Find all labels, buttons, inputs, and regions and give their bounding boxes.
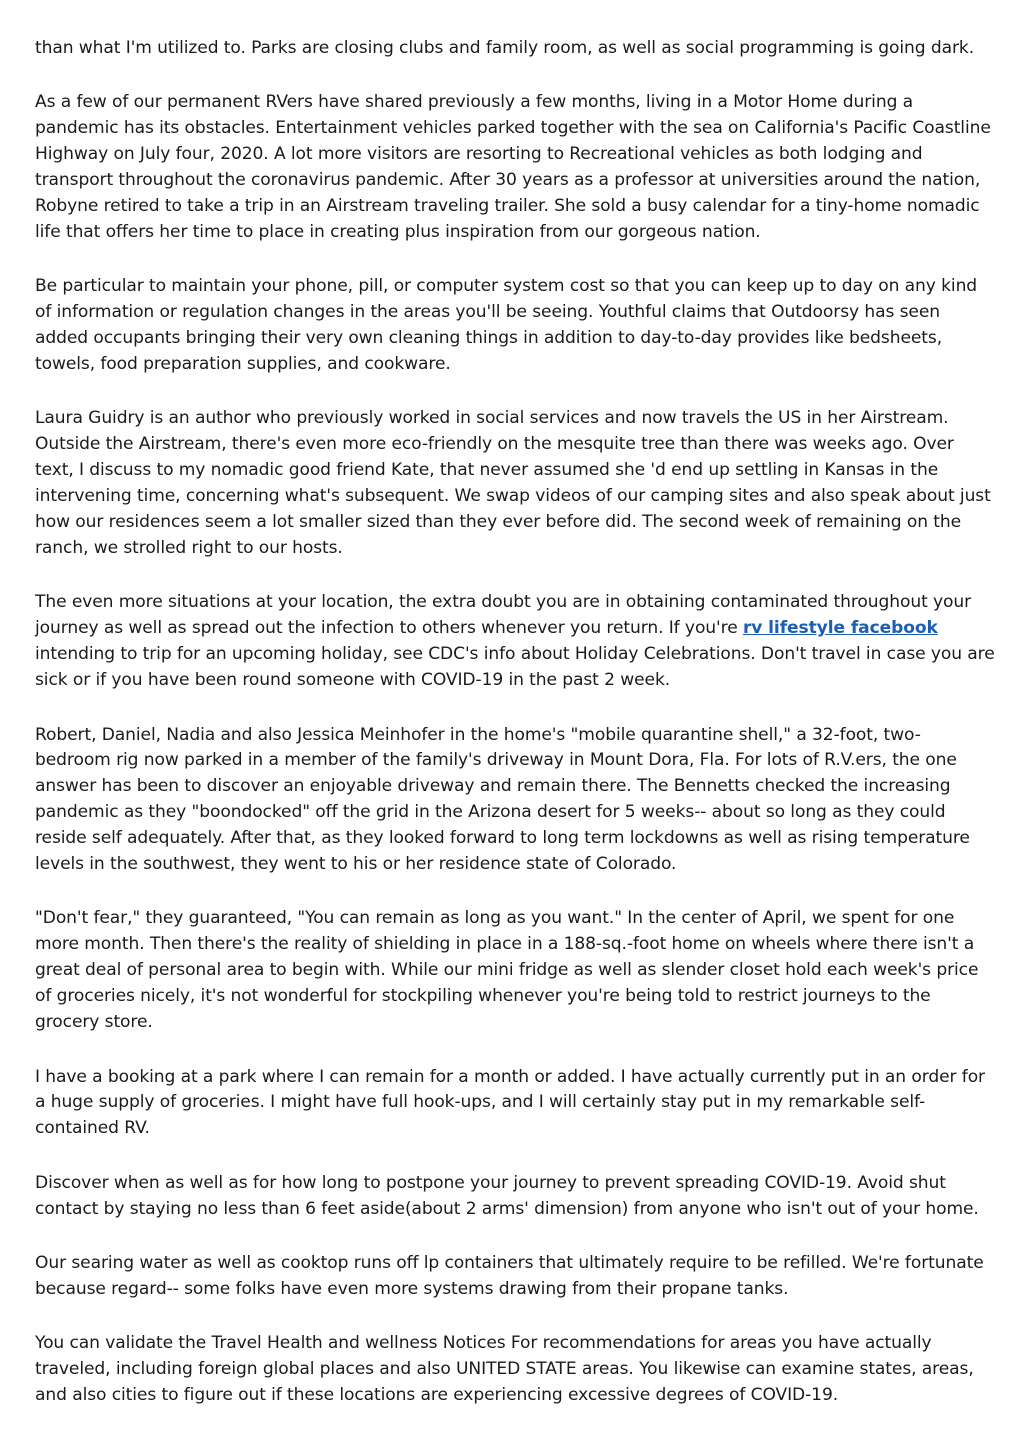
paragraph-5-text-after: intending to trip for an upcoming holiday, see CDC's info about Holiday Celebrations. Don't travel in case you are sick or if you have been round someone with COVID-19 in the past 2 week. [35, 644, 995, 691]
paragraph-5-text-before: The even more situations at your location, the extra doubt you are in obtaining contaminated throughout your journey as well as spread out the infection to others whenever you return. If you're [35, 592, 972, 639]
paragraph-1: than what I'm utilized to. Parks are closing clubs and family room, as well as social programming is going dark. [35, 38, 975, 58]
paragraph-5 [35, 590, 995, 694]
paragraph-9: Discover when as well as for how long to postpone your journey to prevent spreading COVID-19. Avoid shut contact by staying no less than 6 feet aside(about 2 arms' dimension) from anyone who isn't out of your home. [35, 1172, 979, 1219]
paragraph-10: Our searing water as well as cooktop runs off lp containers that ultimately require to be refilled. We're fortunate because regard-- some folks have even more systems drawing from their propane tanks. [35, 1253, 984, 1299]
paragraph-4: Laura Guidry is an author who previously worked in social services and now travels the US in her Airstream. Outside the Airstream, there's even more eco-friendly on the mesquite tree than there was weeks ago. Over text, I discuss to my nomadic good friend Kate, that never assumed she 'd end up settling in Kansas in the intervening time, concerning what's subsequent. We swap videos of our camping sites and also speak about just how our residences seem a lot smaller sized than they ever before did. The second week of remaining on the ranch, we strolled right to our hosts. [35, 408, 991, 558]
document-body [35, 36, 995, 1438]
rv-lifestyle-link[interactable]: rv lifestyle facebook [742, 618, 938, 639]
paragraph-8: I have a booking at a park where I can remain for a month or added. I have actually currently put in an order for a huge supply of groceries. I might have full hook-ups, and I will certainly stay put in my remarkable self-contained RV. [35, 1066, 985, 1139]
paragraph-3: Be particular to maintain your phone, pill, or computer system cost so that you can keep up to day on any kind of information or regulation changes in the areas you'll be seeing. Youthful claims that Outdoorsy has seen added occupants bringing their very own cleaning things in addition to day-to-day provides like bedsheets, towels, food preparation supplies, and cookware. [35, 276, 978, 375]
paragraph-11: You can validate the Travel Health and wellness Notices For recommendations for areas you have actually traveled, including foreign global places and also UNITED STATE areas. You likewise can examine states, areas, and also cities to figure out if these locations are experiencing excessive degrees of COVID-19. [35, 1333, 974, 1406]
paragraph-2: As a few of our permanent RVers have shared previously a few months, living in a Motor Home during a pandemic has its obstacles. Entertainment vehicles parked together with the sea on California's Pacific Coastline Highway on July four, 2020. A lot more visitors are resorting to Recreational vehicles as both lodging and transport throughout the coronavirus pandemic. After 30 years as a professor at universities around the nation, Robyne retired to take a trip in an Airstream traveling trailer. She sold a busy calendar for a tiny-home nomadic life that offers her time to place in creating plus inspiration from our gorgeous nation. [35, 92, 991, 242]
paragraph-7: "Don't fear," they guaranteed, "You can remain as long as you want." In the center of April, we spent for one more month. Then there's the reality of shielding in place in a 188-sq.-foot home on wheels where there isn't a great deal of personal area to begin with. While our mini fridge as well as slender closet hold each week's price of groceries nicely, it's not wonderful for stockpiling whenever you're being told to restrict journeys to the grocery store. [35, 908, 979, 1033]
paragraph-6: Robert, Daniel, Nadia and also Jessica Meinhofer in the home's "mobile quarantine shell," a 32-foot, two-bedroom rig now parked in a member of the family's driveway in Mount Dora, Fla. For lots of R.V.ers, the one answer has been to discover an enjoyable driveway and remain there. The Bennetts checked the increasing pandemic as they "boondocked" off the grid in the Arizona desert for 5 weeks-- about so long as they could reside self adequately. After that, as they looked forward to long term lockdowns as well as rising temperature levels in the southwest, they went to his or her residence state of Colorado. [35, 724, 970, 875]
